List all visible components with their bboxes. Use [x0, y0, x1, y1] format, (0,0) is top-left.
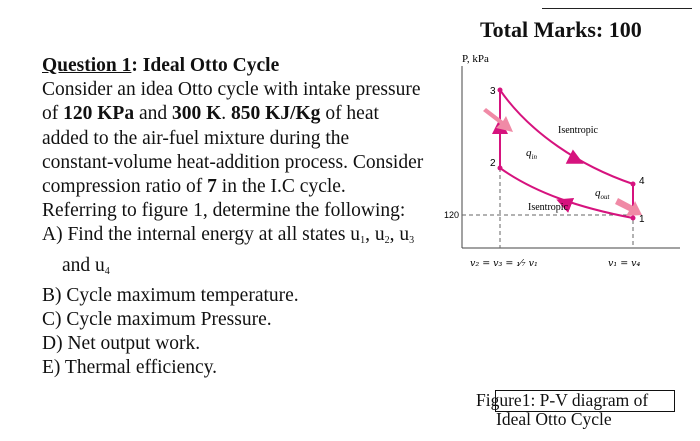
top-rule [542, 8, 692, 9]
q-in-label: $q_{in}$ [526, 147, 537, 161]
isentropic-upper-label: Isentropic [558, 125, 598, 136]
state-4-point [631, 182, 636, 187]
intake-temperature: 300 K [172, 103, 222, 125]
task-d: D) Net output work. [42, 333, 201, 355]
compression-ratio: 7 [207, 176, 217, 198]
question-topic: : Ideal Otto Cycle [131, 55, 280, 76]
total-marks: Total Marks: 100 [480, 17, 642, 42]
q-out-arrow [615, 198, 642, 216]
caption-line-1: Figure1: P-V diagram of [476, 390, 649, 410]
q-in-arrow [483, 108, 513, 132]
state-2-point [498, 166, 503, 171]
question-line: compression ratio of 7 in the I.C cycle. [42, 176, 346, 198]
question-line: of 120 KPa and 300 K. 850 KJ/Kg of heat [42, 103, 379, 125]
v-left-label: v₂ = v₃ = ₁⁄₇ v₁ [470, 258, 538, 269]
task-a-continued: and $u_4$ [62, 254, 110, 277]
task-e: E) Thermal efficiency. [42, 357, 218, 379]
state-2-label: 2 [490, 158, 496, 169]
question-line: Consider an idea Otto cycle with intake pressure [42, 79, 421, 101]
state-3-label: 3 [490, 86, 496, 97]
question-number: Question 1 [42, 55, 132, 76]
intake-pressure: 120 KPa [63, 103, 135, 125]
question-title [42, 54, 462, 78]
figure-caption [476, 391, 668, 429]
question-line: Referring to figure 1, determine the following: [42, 200, 406, 222]
state-1-label: 1 [639, 214, 645, 225]
question-line: added to the air-fuel mixture during the [42, 127, 350, 149]
question-line: constant-volume heat-addition process. Consider [42, 151, 424, 173]
pv-diagram [440, 48, 700, 288]
q-out-label: $q_{out}$ [595, 187, 610, 201]
question-block [42, 54, 462, 381]
v-right-label: v₁ = v₄ [608, 258, 641, 269]
isentropic-expansion-curve [500, 90, 633, 184]
state-3-point [498, 88, 503, 93]
task-c: C) Cycle maximum Pressure. [42, 309, 272, 331]
state-1-point [631, 216, 636, 221]
task-b: B) Cycle maximum temperature. [42, 284, 299, 306]
heat-added: 850 KJ/Kg [231, 103, 321, 125]
task-a: A) Find the internal energy at all states $u_1$, $u_2$, $u_3$ [42, 224, 415, 247]
pressure-tick-label: 120 [444, 210, 460, 220]
state-4-label: 4 [639, 176, 645, 187]
caption-line-2: Ideal Otto Cycle [496, 409, 612, 429]
p-axis-label: P, kPa [462, 53, 489, 65]
isentropic-lower-label: Isentropic [528, 202, 568, 213]
